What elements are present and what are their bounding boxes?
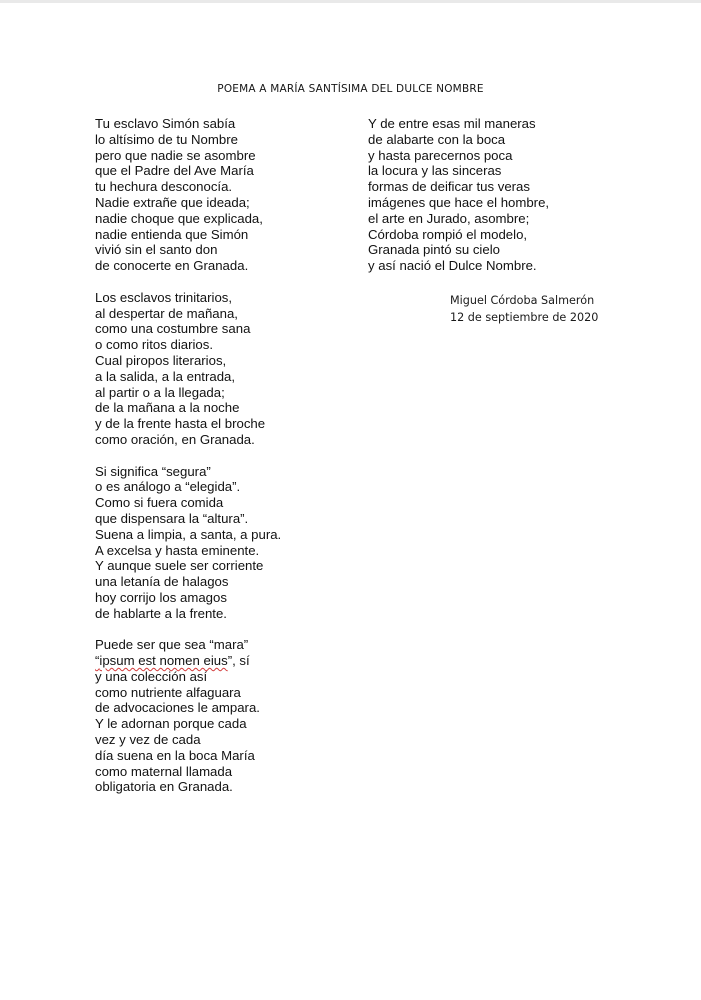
poem-line: al partir o a la llegada;: [95, 384, 225, 400]
signature-date: 12 de septiembre de 2020: [450, 311, 599, 324]
poem-line: Córdoba rompió el modelo,: [368, 226, 528, 242]
poem-line: una letanía de halagos: [95, 574, 229, 590]
poem-line: obligatoria en Granada.: [95, 779, 233, 795]
poem-line: de la mañana a la noche: [95, 400, 240, 416]
poem-line: Y le adornan porque cada: [95, 716, 247, 732]
poem-line: Puede ser que sea “mara”: [95, 637, 249, 653]
spellcheck-underlined-phrase: “ipsum est nomen eius: [95, 653, 228, 669]
poem-line: al despertar de mañana,: [95, 305, 238, 321]
poem-line: o como ritos diarios.: [95, 337, 213, 353]
poem-line: pero que nadie se asombre: [95, 147, 256, 163]
poem-line: vivió sin el santo don: [95, 242, 218, 258]
poem-line: tu hechura desconocía.: [95, 179, 233, 195]
poem-line: Cual piropos literarios,: [95, 352, 227, 368]
poem-line: y de la frente hasta el broche: [95, 416, 266, 432]
stanza-4: [95, 637, 350, 795]
stanza-2: [95, 290, 350, 448]
stanza-5: [368, 116, 598, 274]
poem-line: nadie choque que explicada,: [95, 210, 263, 226]
poem-line: A excelsa y hasta eminente.: [95, 542, 260, 558]
poem-line: Nadie extrañe que ideada;: [95, 194, 250, 210]
poem-line: Y de entre esas mil maneras: [368, 116, 536, 131]
author-name: Miguel Córdoba Salmerón: [450, 294, 595, 307]
poem-line: Suena a limpia, a santa, a pura.: [95, 526, 282, 542]
poem-line: Como si fuera comida: [95, 495, 224, 511]
poem-line: de alabarte con la boca: [368, 131, 506, 147]
poem-title: POEMA A MARÍA SANTÍSIMA DEL DULCE NOMBRE: [217, 83, 484, 95]
poem-line: o es análogo a “elegida”.: [95, 479, 241, 495]
poem-line: y hasta parecernos poca: [368, 147, 513, 163]
poem-line: vez y vez de cada: [95, 732, 201, 748]
poem-line: y así nació el Dulce Nombre.: [368, 258, 537, 274]
poem-line: como oración, en Granada.: [95, 431, 255, 447]
poem-line: nadie entienda que Simón: [95, 226, 249, 242]
poem-line: imágenes que hace el hombre,: [368, 194, 550, 210]
poem-line: Los esclavos trinitarios,: [95, 289, 233, 305]
poem-line: lo altísimo de tu Nombre: [95, 131, 238, 147]
poem-line-spellcheck: “ipsum est nomen eius”, sí: [95, 653, 250, 669]
poem-line: el arte en Jurado, asombre;: [368, 210, 530, 226]
poem-line: la locura y las sinceras: [368, 163, 502, 179]
stanza-3: [95, 464, 350, 622]
latin-phrase: ipsum est nomen eius: [99, 653, 228, 669]
poem-line: que dispensara la “altura”.: [95, 510, 249, 526]
poem-line: Y aunque suele ser corriente: [95, 558, 264, 574]
left-column: [95, 116, 350, 811]
page-top-edge: [0, 0, 701, 3]
poem-line: como maternal llamada: [95, 763, 233, 779]
poem-line: como nutriente alfaguara: [95, 684, 241, 700]
poem-line: a la salida, a la entrada,: [95, 368, 236, 384]
poem-line: y una colección así: [95, 668, 208, 684]
signature-block: [450, 292, 650, 326]
poem-line: de hablarte a la frente.: [95, 605, 227, 621]
stanza-1: [95, 116, 350, 274]
poem-line: día suena en la boca María: [95, 747, 255, 763]
poem-line: formas de deificar tus veras: [368, 179, 530, 195]
poem-line: Si significa “segura”: [95, 463, 211, 479]
poem-line: hoy corrijo los amagos: [95, 589, 227, 605]
poem-line: como una costumbre sana: [95, 321, 251, 337]
right-column: [368, 116, 598, 290]
poem-line: Granada pintó su cielo: [368, 242, 500, 258]
poem-line: de advocaciones le ampara.: [95, 700, 260, 716]
poem-line: que el Padre del Ave María: [95, 163, 254, 179]
poem-line: de conocerte en Granada.: [95, 258, 249, 274]
poem-line: Tu esclavo Simón sabía: [95, 116, 236, 131]
